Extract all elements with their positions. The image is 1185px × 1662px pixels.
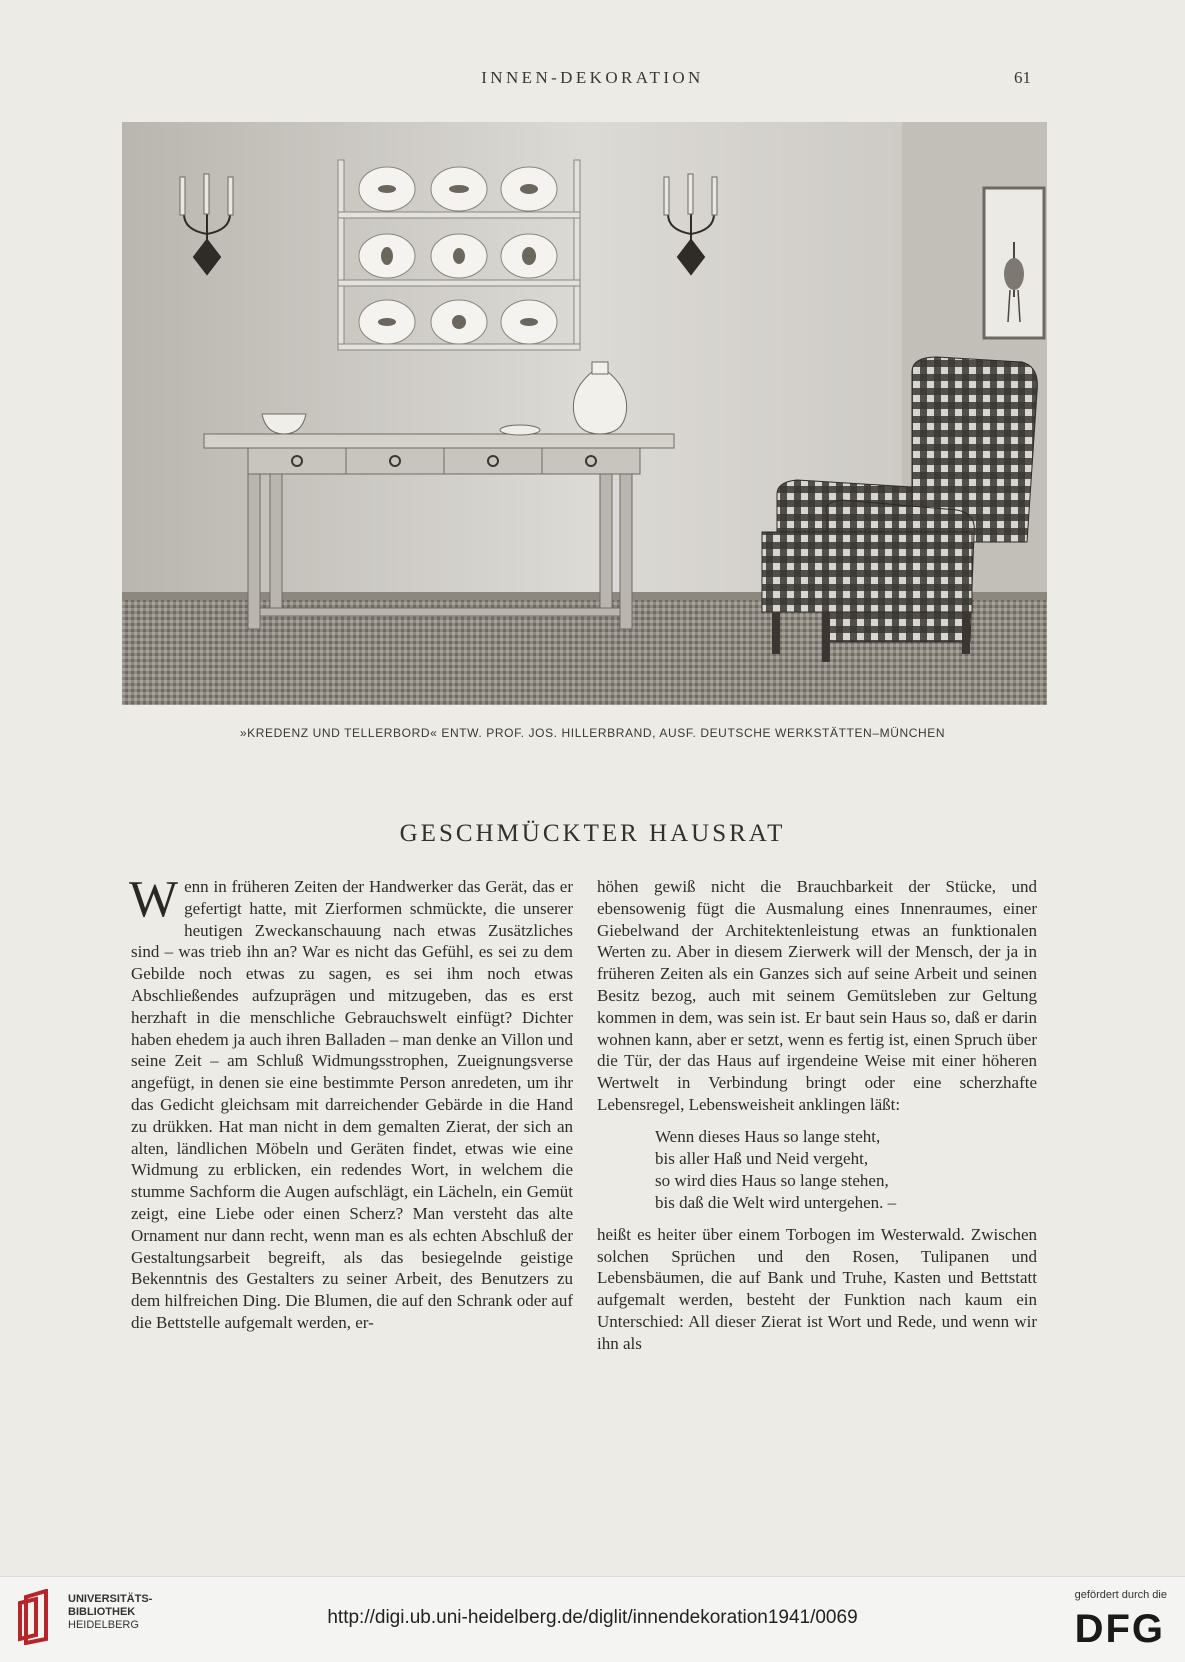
paragraph-left <box>129 871 573 1334</box>
photo-illustration <box>122 122 1047 705</box>
running-title: INNEN-DEKORATION <box>481 68 704 87</box>
library-name-line: UNIVERSITÄTS- <box>68 1593 153 1605</box>
right-column-intro: höhen gewiß nicht die Brauchbarkeit der Stücke, und ebensowenig fügt die Ausmalung eines Innenraumes, einer Giebelwand der Architektenleistung etwas an funktionalen Werten zu. Aber in diesem Zierwerk will der Mensch, der ja in früheren Zeiten als ein Ganzes sich auf seine Arbeit und seinen Besitz bezog, auch mit seinem Gemütsleben zur Geltung kommen in dem, was sein ist. Er baut sein Haus so, daß er darin wohnen kann, aber er setzt, wenn es fertig ist, einen Spruch über die Tür, der das Haus auf irgendeine Weise mit einer höheren Wertwelt in Verbindung bringt oder eine scherzhafte Lebensregel, Lebensweisheit anklingen läßt: <box>597 877 1037 1114</box>
plate-rack <box>338 160 580 350</box>
verse-line: bis daß die Welt wird untergehen. – <box>655 1192 897 1212</box>
library-name-line: BIBLIOTHEK <box>68 1606 136 1618</box>
digitization-footer <box>0 1576 1185 1662</box>
house-verse <box>655 1126 1037 1214</box>
heron-picture <box>984 188 1044 338</box>
text-column-left <box>129 871 573 1334</box>
library-name-line: HEIDELBERG <box>68 1619 139 1631</box>
dfg-logo: DFG <box>1074 1607 1165 1651</box>
verse-line: Wenn dieses Haus so lange steht, <box>655 1126 881 1146</box>
article-title: GESCHMÜCKTER HAUSRAT <box>399 820 786 847</box>
right-column-outro: heißt es heiter über einem Torbogen im Westerwald. Zwischen solchen Sprüchen und den Rosen, Tulipanen und Lebensbäumen, die auf Bank und Truhe, Kasten und Bettstatt aufgemalt werden, besteht der Funktion nach kaum ein Unterschied: All dieser Zierat ist Wort und Rede, und wenn wir ihn als <box>597 1224 1037 1353</box>
interior-photograph <box>122 122 1047 705</box>
left-column-text: enn in früheren Zeiten der Handwerker das Gerät, das er gefertigt hatte, mit Zierformen schmückte, die unserer heutigen Zweckanschauung nach etwas Zusätzliches sind – was trieb ihn an? War es nicht das Gefühl, es sei zu dem Gebilde noch etwas zu sagen, es sei ihm noch etwas Abschließendes aufzuprägen und mitzugeben, das es erst herzhaft in die menschliche Gebrauchswelt einfügt? Dichter haben ehedem ja auch ihren Balladen – man denke an Villon und seine Zeit – am Schluß Widmungsstrophen, Zueignungsverse angefügt, in denen sie eine bestimmte Person anredeten, um ihr das Gedicht gleichsam mit darreichender Gebärde in die Hand zu drükken. Hat man nicht in dem gemalten Zierat, der sich an alten, ländlichen Möbeln und Geräten findet, etwas wie eine Widmung zu erblicken, ein redendes Wort, in welchem die stumme Sachform die Augen aufschlägt, ein Lächeln, ein Gemüt zeigt, eine Liebe oder einen Scherz? Man versteht das alte Ornament nur dann recht, wenn man es als echten Abschluß der Gestaltungsarbeit begreift, als das besiegelnde geistige Bekenntnis des Gestalters zu seiner Arbeit, des Benutzers zu dem hilfreichen Ding. Die Blumen, die auf den Schrank oder auf die Bettstelle aufgemalt werden, er- <box>131 877 573 1332</box>
figure-caption: »KREDENZ UND TELLERBORD« ENTW. PROF. JOS. HILLERBRAND, AUSF. DEUTSCHE WERKSTÄTTEN–MÜNCHEN <box>239 726 946 740</box>
funded-by-label: gefördert durch die <box>1074 1589 1167 1601</box>
permalink-url[interactable]: http://digi.ub.uni-heidelberg.de/diglit/innendekoration1941/0069 <box>327 1607 858 1628</box>
page-number: 61 <box>1014 68 1031 87</box>
verse-line: so wird dies Haus so lange stehen, <box>655 1170 889 1190</box>
dropcap: W <box>129 871 179 928</box>
text-column-right <box>597 876 1037 1355</box>
verse-line: bis aller Haß und Neid vergeht, <box>655 1148 869 1168</box>
